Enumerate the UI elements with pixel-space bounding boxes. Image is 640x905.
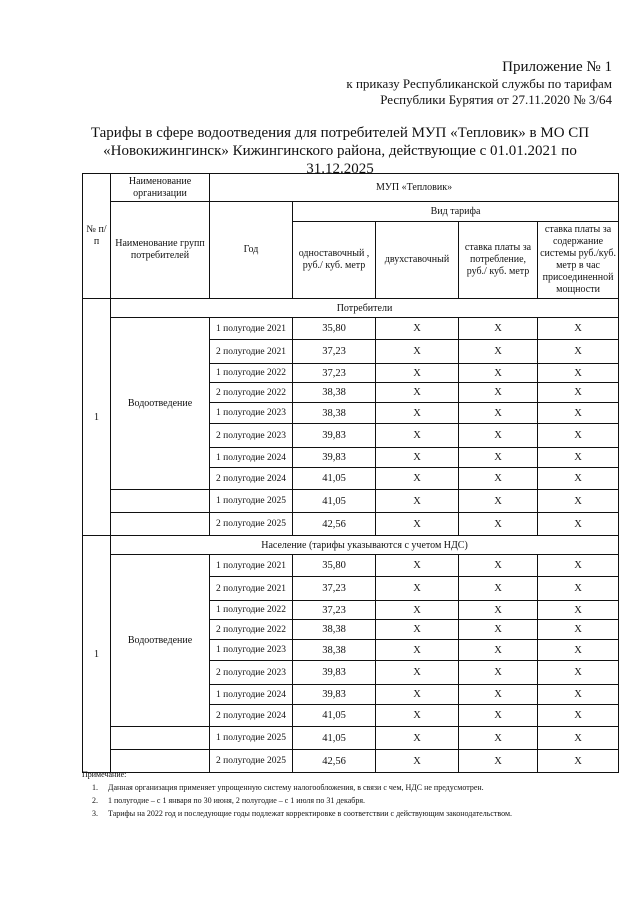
- maintenance-rate-cell: Х: [538, 364, 619, 383]
- consumption-rate-cell: Х: [459, 513, 538, 536]
- two-rate-cell: Х: [376, 403, 459, 424]
- appendix-block: [346, 58, 612, 108]
- period-cell: 1 полугодие 2025: [210, 490, 293, 513]
- period-cell: 1 полугодие 2023: [210, 640, 293, 661]
- single-rate-cell: 38,38: [293, 640, 376, 661]
- period-cell: 2 полугодие 2021: [210, 577, 293, 601]
- two-rate-cell: Х: [376, 601, 459, 620]
- header-consumption-rate: ставка платы за потребление, руб./ куб. метр: [459, 222, 538, 299]
- period-cell: 1 полугодие 2022: [210, 364, 293, 383]
- single-rate-cell: 37,23: [293, 601, 376, 620]
- period-cell: 2 полугодие 2023: [210, 424, 293, 448]
- two-rate-cell: Х: [376, 555, 459, 577]
- maintenance-rate-cell: Х: [538, 661, 619, 685]
- period-cell: 1 полугодие 2022: [210, 601, 293, 620]
- consumption-rate-cell: Х: [459, 640, 538, 661]
- maintenance-rate-cell: Х: [538, 383, 619, 403]
- consumption-rate-cell: Х: [459, 340, 538, 364]
- title-line-1: Тарифы в сфере водоотведения для потребителей МУП «Тепловик» в МО СП: [90, 125, 590, 141]
- single-rate-cell: 41,05: [293, 727, 376, 750]
- consumption-rate-cell: Х: [459, 448, 538, 468]
- single-rate-cell: 35,80: [293, 318, 376, 340]
- period-cell: 2 полугодие 2025: [210, 750, 293, 773]
- maintenance-rate-cell: Х: [538, 685, 619, 705]
- section-row: [83, 299, 619, 318]
- single-rate-cell: 37,23: [293, 364, 376, 383]
- section-title: Население (тарифы указываются с учетом НДС): [111, 536, 619, 555]
- two-rate-cell: Х: [376, 640, 459, 661]
- consumption-rate-cell: Х: [459, 661, 538, 685]
- header-year: Год: [210, 202, 293, 299]
- two-rate-cell: Х: [376, 685, 459, 705]
- maintenance-rate-cell: Х: [538, 448, 619, 468]
- period-cell: 1 полугодие 2021: [210, 318, 293, 340]
- single-rate-cell: 39,83: [293, 661, 376, 685]
- two-rate-cell: Х: [376, 577, 459, 601]
- header-maintenance-rate: ставка платы за содержание системы руб./куб. метр в час присоединенной мощности: [538, 222, 619, 299]
- two-rate-cell: Х: [376, 364, 459, 383]
- table-row: [83, 490, 619, 513]
- single-rate-cell: 42,56: [293, 750, 376, 773]
- maintenance-rate-cell: Х: [538, 601, 619, 620]
- maintenance-rate-cell: Х: [538, 727, 619, 750]
- consumption-rate-cell: Х: [459, 318, 538, 340]
- two-rate-cell: Х: [376, 705, 459, 727]
- single-rate-cell: 38,38: [293, 620, 376, 640]
- period-cell: 2 полугодие 2024: [210, 705, 293, 727]
- tariff-table: [82, 173, 619, 773]
- appendix-order-date: Республики Бурятия от 27.11.2020 № 3/64: [380, 92, 612, 107]
- two-rate-cell: Х: [376, 318, 459, 340]
- period-cell: 1 полугодие 2025: [210, 727, 293, 750]
- title-line-3: 31.12.2025: [306, 161, 374, 177]
- appendix-number: Приложение № 1: [502, 59, 612, 75]
- single-rate-cell: 42,56: [293, 513, 376, 536]
- single-rate-cell: 39,83: [293, 685, 376, 705]
- table-row: [83, 318, 619, 340]
- two-rate-cell: Х: [376, 620, 459, 640]
- note-number: 1.: [92, 783, 98, 792]
- title-line-2: «Новокижингинск» Кижингинского района, действующие с 01.01.2021 по: [103, 143, 577, 159]
- header-number: № п/п: [83, 174, 111, 299]
- period-cell: 1 полугодие 2023: [210, 403, 293, 424]
- note-text: 1 полугодие – с 1 января по 30 июня, 2 полугодие – с 1 июля по 31 декабря.: [108, 796, 366, 805]
- consumption-rate-cell: Х: [459, 577, 538, 601]
- consumption-rate-cell: Х: [459, 555, 538, 577]
- maintenance-rate-cell: Х: [538, 620, 619, 640]
- period-cell: 2 полугодие 2022: [210, 383, 293, 403]
- single-rate-cell: 41,05: [293, 468, 376, 490]
- empty-group-cell: [111, 490, 210, 513]
- single-rate-cell: 38,38: [293, 383, 376, 403]
- period-cell: 2 полугодие 2022: [210, 620, 293, 640]
- maintenance-rate-cell: Х: [538, 424, 619, 448]
- consumption-rate-cell: Х: [459, 750, 538, 773]
- period-cell: 1 полугодие 2024: [210, 448, 293, 468]
- appendix-order-line: к приказу Республиканской службы по тарифам: [346, 76, 612, 91]
- notes-heading: Примечание:: [82, 770, 127, 779]
- two-rate-cell: Х: [376, 513, 459, 536]
- consumption-rate-cell: Х: [459, 620, 538, 640]
- note-item: [82, 781, 622, 794]
- header-group-label: Наименование групп потребителей: [111, 202, 210, 299]
- header-single-rate: одноставочный , руб./ куб. метр: [293, 222, 376, 299]
- period-cell: 2 полугодие 2025: [210, 513, 293, 536]
- note-text: Данная организация применяет упрощенную систему налогообложения, в связи с чем, НДС не предусмотрен.: [108, 783, 484, 792]
- section-row: [83, 536, 619, 555]
- consumption-rate-cell: Х: [459, 383, 538, 403]
- period-cell: 2 полугодие 2021: [210, 340, 293, 364]
- consumer-group-cell: Водоотведение: [111, 555, 210, 727]
- single-rate-cell: 37,23: [293, 577, 376, 601]
- consumption-rate-cell: Х: [459, 364, 538, 383]
- consumption-rate-cell: Х: [459, 727, 538, 750]
- consumption-rate-cell: Х: [459, 490, 538, 513]
- maintenance-rate-cell: Х: [538, 468, 619, 490]
- consumption-rate-cell: Х: [459, 424, 538, 448]
- single-rate-cell: 41,05: [293, 490, 376, 513]
- two-rate-cell: Х: [376, 750, 459, 773]
- table-row: [83, 727, 619, 750]
- two-rate-cell: Х: [376, 424, 459, 448]
- maintenance-rate-cell: Х: [538, 513, 619, 536]
- note-item: [82, 794, 622, 807]
- two-rate-cell: Х: [376, 448, 459, 468]
- consumption-rate-cell: Х: [459, 601, 538, 620]
- empty-group-cell: [111, 727, 210, 750]
- single-rate-cell: 37,23: [293, 340, 376, 364]
- notes-block: [82, 768, 622, 820]
- single-rate-cell: 39,83: [293, 448, 376, 468]
- single-rate-cell: 41,05: [293, 705, 376, 727]
- two-rate-cell: Х: [376, 383, 459, 403]
- empty-group-cell: [111, 513, 210, 536]
- note-item: [82, 807, 622, 820]
- period-cell: 2 полугодие 2023: [210, 661, 293, 685]
- consumption-rate-cell: Х: [459, 705, 538, 727]
- period-cell: 2 полугодие 2024: [210, 468, 293, 490]
- single-rate-cell: 38,38: [293, 403, 376, 424]
- single-rate-cell: 39,83: [293, 424, 376, 448]
- section-number-cell: 1: [83, 299, 111, 536]
- maintenance-rate-cell: Х: [538, 555, 619, 577]
- header-tariff-type: Вид тарифа: [293, 202, 619, 222]
- section-number-cell: 1: [83, 536, 111, 773]
- header-two-rate: двухставочный: [376, 222, 459, 299]
- two-rate-cell: Х: [376, 490, 459, 513]
- table-row: [83, 555, 619, 577]
- consumption-rate-cell: Х: [459, 685, 538, 705]
- header-org-label: Наименование организации: [111, 174, 210, 202]
- maintenance-rate-cell: Х: [538, 318, 619, 340]
- table-row: [83, 513, 619, 536]
- two-rate-cell: Х: [376, 661, 459, 685]
- two-rate-cell: Х: [376, 468, 459, 490]
- consumer-group-cell: Водоотведение: [111, 318, 210, 490]
- consumption-rate-cell: Х: [459, 468, 538, 490]
- maintenance-rate-cell: Х: [538, 640, 619, 661]
- two-rate-cell: Х: [376, 340, 459, 364]
- maintenance-rate-cell: Х: [538, 705, 619, 727]
- period-cell: 1 полугодие 2021: [210, 555, 293, 577]
- maintenance-rate-cell: Х: [538, 750, 619, 773]
- maintenance-rate-cell: Х: [538, 403, 619, 424]
- period-cell: 1 полугодие 2024: [210, 685, 293, 705]
- note-number: 2.: [92, 796, 98, 805]
- note-text: Тарифы на 2022 год и последующие годы подлежат корректировке в соответствии с действующим законодательством.: [108, 809, 513, 818]
- maintenance-rate-cell: Х: [538, 577, 619, 601]
- note-number: 3.: [92, 809, 98, 818]
- header-org-name: МУП «Тепловик»: [210, 174, 619, 202]
- maintenance-rate-cell: Х: [538, 340, 619, 364]
- two-rate-cell: Х: [376, 727, 459, 750]
- consumption-rate-cell: Х: [459, 403, 538, 424]
- single-rate-cell: 35,80: [293, 555, 376, 577]
- document-title: [70, 124, 610, 178]
- maintenance-rate-cell: Х: [538, 490, 619, 513]
- section-title: Потребители: [111, 299, 619, 318]
